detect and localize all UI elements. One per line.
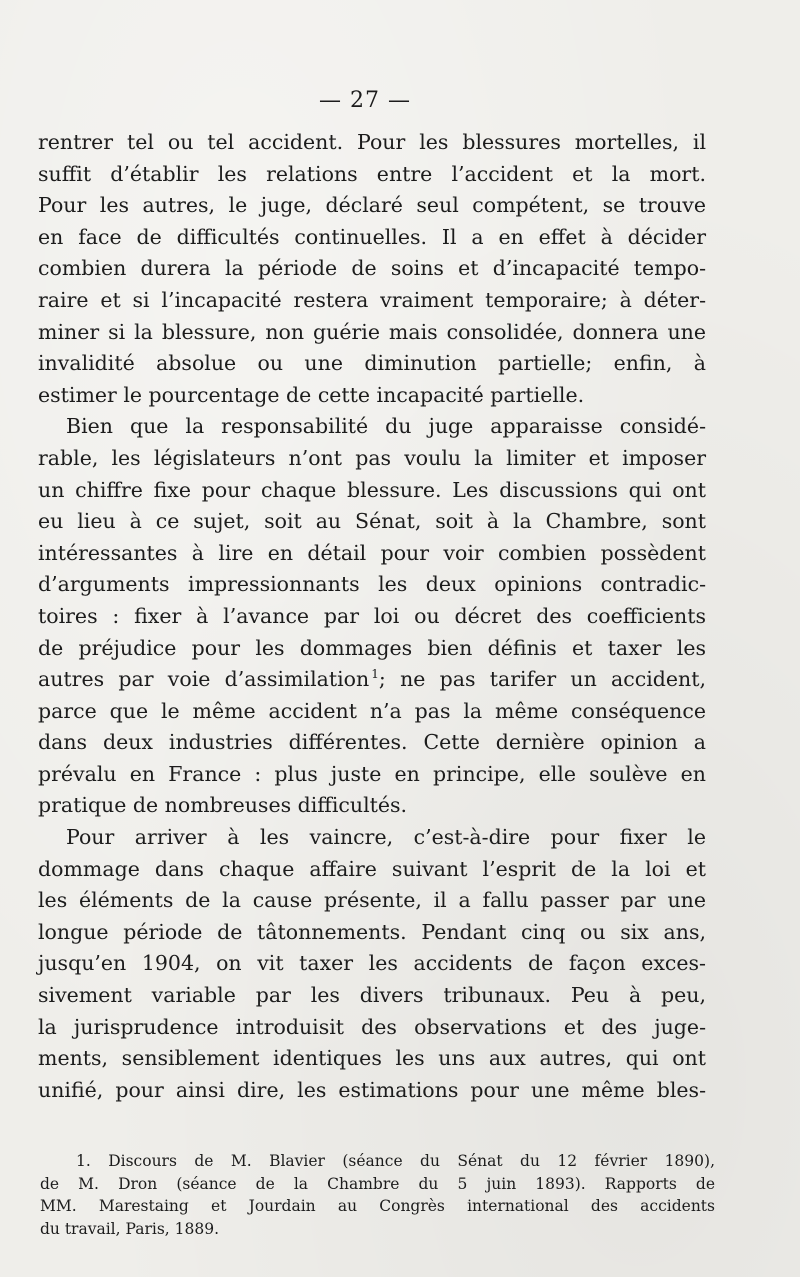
text-line: pratique de nombreuses difficultés. xyxy=(38,793,408,818)
text-line: rentrer tel ou tel accident. Pour les blessures mortelles, il xyxy=(38,130,706,154)
text-line: Pour les autres, le juge, déclaré seul compétent, se trouve xyxy=(38,193,706,218)
text-line: Bien que la responsabilité du juge apparaisse considé- xyxy=(66,414,706,439)
text-line: un chiffre fixe pour chaque blessure. Les discussions qui ont xyxy=(38,477,706,502)
text-line-with-footnote-ref xyxy=(38,664,706,696)
footnote-line: du travail, Paris, 1889. xyxy=(40,1219,219,1238)
text-line: invalidité absolue ou une diminution partielle; enfin, à xyxy=(38,351,706,376)
text-segment: ; ne pas tarifer un accident, xyxy=(378,667,706,692)
text-line: unifié, pour ainsi dire, les estimations pour une même bles- xyxy=(38,1077,706,1102)
text-line: combien durera la période de soins et d’incapacité tempo- xyxy=(38,256,706,281)
text-line: rable, les législateurs n’ont pas voulu la limiter et imposer xyxy=(38,445,706,470)
paragraph-3 xyxy=(38,822,706,1106)
paragraph-1 xyxy=(38,127,706,411)
text-segment: autres par voie d’assimilation xyxy=(38,667,370,692)
text-line: raire et si l’incapacité restera vraiment temporaire; à déter- xyxy=(38,287,706,312)
body-text xyxy=(38,127,706,1106)
text-line: Pour arriver à les vaincre, c’est-à-dire pour fixer le xyxy=(66,825,706,850)
text-line: d’arguments impressionnants les deux opinions contradic- xyxy=(38,572,706,597)
footnote-line: 1. Discours de M. Blavier (séance du Sénat du 12 février 1890), xyxy=(76,1152,715,1170)
text-line: longue période de tâtonnements. Pendant cinq ou six ans, xyxy=(38,919,706,944)
text-line: en face de difficultés continuelles. Il a en effet à décider xyxy=(38,224,706,249)
footnote xyxy=(40,1150,715,1240)
text-line: les éléments de la cause présente, il a fallu passer par une xyxy=(38,888,706,913)
paragraph-2 xyxy=(38,411,706,822)
text-line: prévalu en France : plus juste en principe, elle soulève en xyxy=(38,761,706,786)
text-line: la jurisprudence introduisit des observations et des juge- xyxy=(38,1014,706,1039)
text-line: suffit d’établir les relations entre l’accident et la mort. xyxy=(38,161,706,186)
text-line: ments, sensiblement identiques les uns aux autres, qui ont xyxy=(38,1046,706,1071)
footnote-line: MM. Marestaing et Jourdain au Congrès international des accidents xyxy=(40,1197,715,1215)
text-line: dans deux industries différentes. Cette dernière opinion a xyxy=(38,730,706,755)
text-line: toires : fixer à l’avance par loi ou décret des coefficients xyxy=(38,603,706,628)
text-line: eu lieu à ce sujet, soit au Sénat, soit à la Chambre, sont xyxy=(38,509,706,534)
text-line: intéressantes à lire en détail pour voir combien possèdent xyxy=(38,540,706,565)
text-line: dommage dans chaque affaire suivant l’esprit de la loi et xyxy=(38,856,706,881)
footnote-line: de M. Dron (séance de la Chambre du 5 juin 1893). Rapports de xyxy=(40,1174,715,1193)
text-line: parce que le même accident n’a pas la même conséquence xyxy=(38,698,706,723)
text-line: estimer le pourcentage de cette incapacité partielle. xyxy=(38,382,585,407)
page-number: — 27 — xyxy=(319,88,411,113)
text-line: sivement variable par les divers tribunaux. Peu à peu, xyxy=(38,983,706,1008)
text-line: jusqu’en 1904, on vit taxer les accidents de façon exces- xyxy=(38,951,706,976)
text-line: miner si la blessure, non guérie mais consolidée, donnera une xyxy=(38,319,706,344)
footnote-reference: 1 xyxy=(371,667,379,682)
text-line: de préjudice pour les dommages bien définis et taxer les xyxy=(38,635,706,660)
